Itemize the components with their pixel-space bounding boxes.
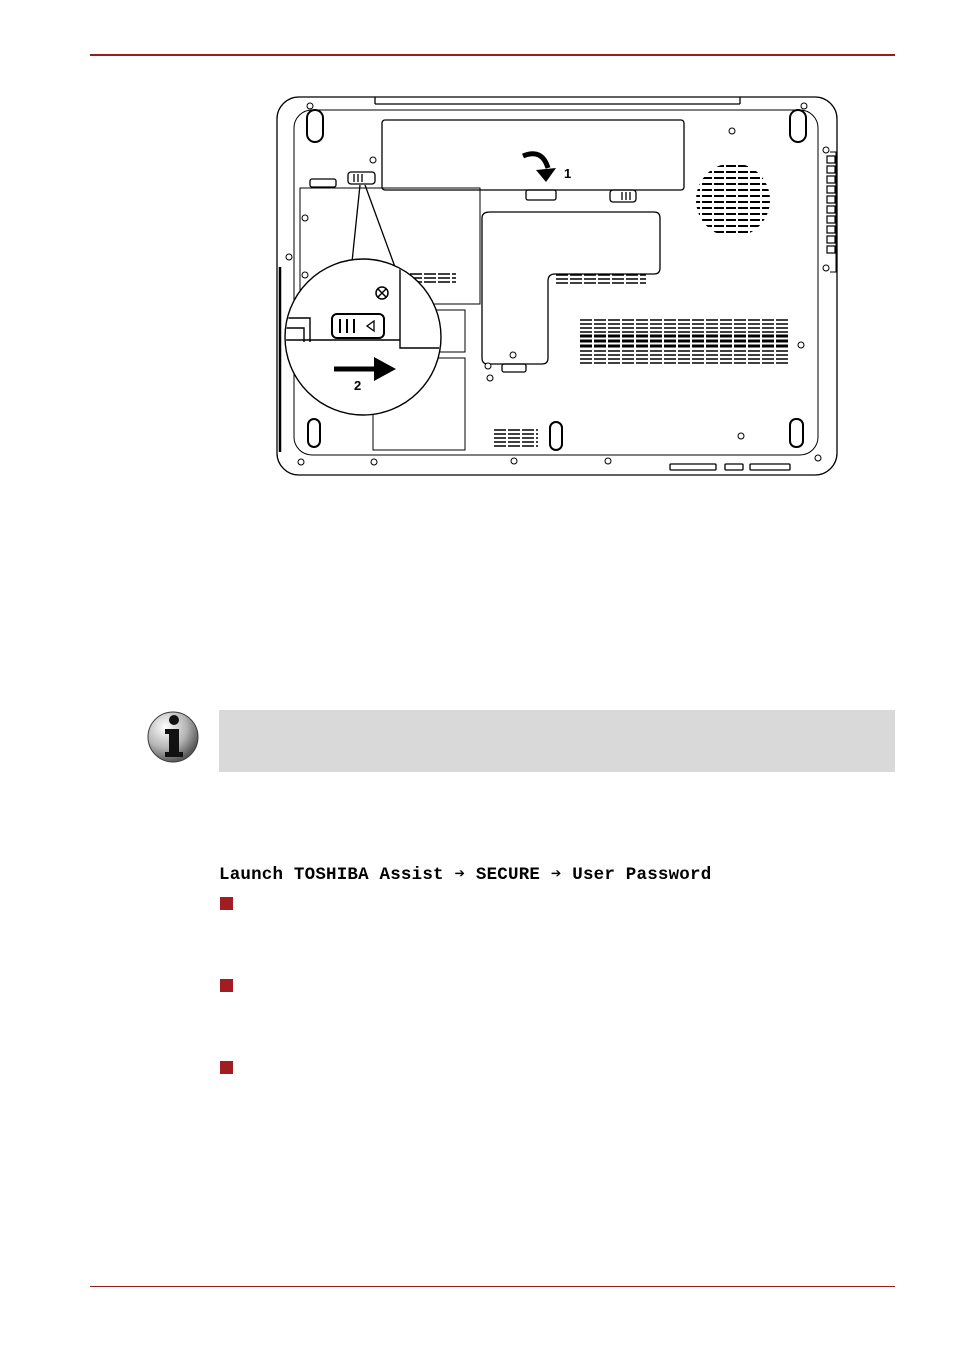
latch-zoom-detail <box>284 259 442 415</box>
callout-2: 2 <box>354 378 362 393</box>
vent-grille <box>410 274 790 446</box>
path-step-user-password: User Password <box>572 865 712 885</box>
bullet-square-icon <box>220 1061 233 1074</box>
path-step-launch: Launch TOSHIBA Assist <box>219 865 444 885</box>
info-icon <box>146 710 200 764</box>
arrow-icon: ➔ <box>454 865 466 885</box>
footer-rule <box>90 1286 895 1287</box>
bullet-square-icon <box>220 979 233 992</box>
header-rule <box>90 54 895 56</box>
bullet-square-icon <box>220 897 233 910</box>
menu-path <box>219 864 711 885</box>
rotate-arrow <box>523 154 548 168</box>
speaker-grille <box>690 166 776 232</box>
note-box <box>219 710 895 772</box>
path-step-secure: SECURE <box>475 865 541 885</box>
battery-release-diagram <box>270 92 844 482</box>
callout-1: 1 <box>564 166 572 181</box>
arrow-icon: ➔ <box>550 865 562 885</box>
battery-release-latch <box>610 190 636 202</box>
